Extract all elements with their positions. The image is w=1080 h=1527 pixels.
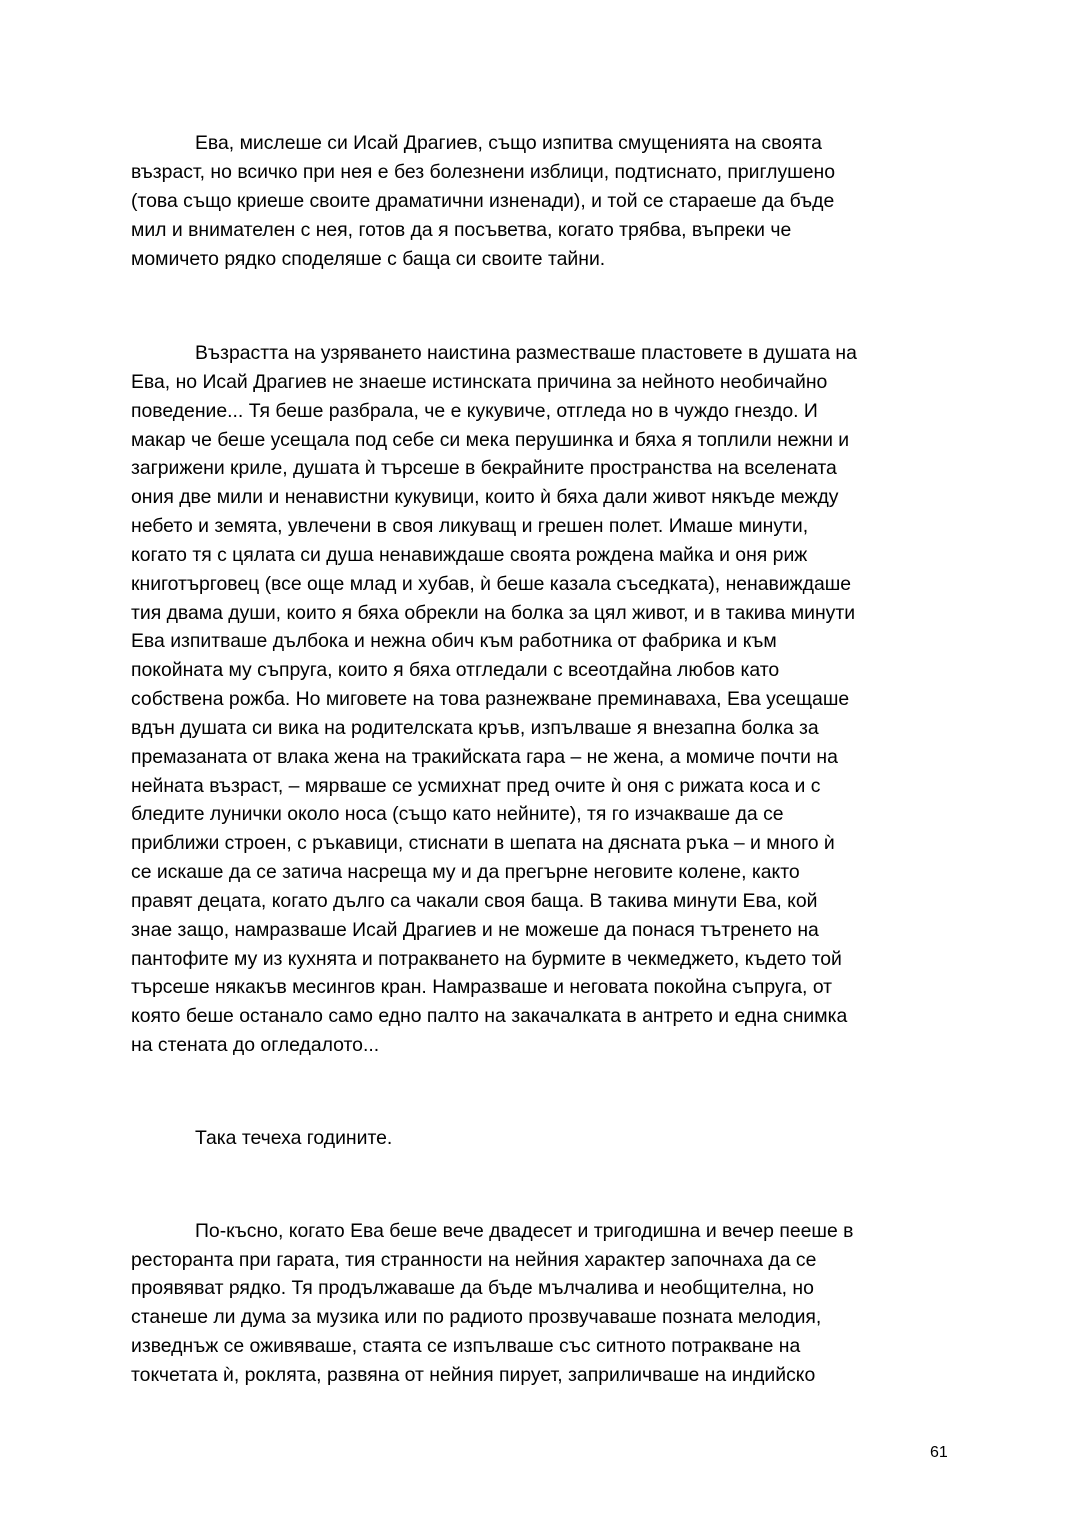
text-line: проявяват рядко. Тя продължаваше да бъде мълчалива и необщителна, но xyxy=(131,1277,814,1299)
text-line: знае защо, намразваше Исай Драгиев и не можеше да понася тътренето на xyxy=(131,919,819,941)
page-number: 61 xyxy=(930,1444,948,1461)
text-line: изведнъж се оживяваше, стаята се изпълваше със ситното потракване на xyxy=(131,1335,801,1357)
text-line: бледите лунички около носа (също като нейните), тя го изчакваше да се xyxy=(131,803,784,825)
text-line: правят децата, когато дълго са чакали своя баща. В такива минути Ева, кой xyxy=(131,890,818,912)
text-line: собствена рожба. Но миговете на това разнежване преминаваха, Ева усещаше xyxy=(131,688,850,710)
text-line: ония две мили и ненавистни кукувици, които ѝ бяха дали живот някъде между xyxy=(131,486,839,508)
text-line: вдън душата си вика на родителската кръв, изпълваше я внезапна болка за xyxy=(131,717,819,739)
text-line: се искаше да се затича насреща му и да прегърне неговите колене, както xyxy=(131,861,800,883)
text-line: токчетата ѝ, роклята, развяна от нейния пирует, заприличваше на индийско xyxy=(131,1364,816,1386)
text-line: търсеше някакъв месингов кран. Намразваше и неговата покойна съпруга, от xyxy=(131,976,833,998)
text-line: Ева, мислеше си Исай Драгиев, също изпитва смущенията на своята xyxy=(195,132,822,154)
text-line: небето и земята, увлечени в своя ликуващ и грешен полет. Имаше минути, xyxy=(131,515,809,537)
text-line: която беше останало само едно палто на закачалката в антрето и една снимка xyxy=(131,1005,848,1027)
text-line: покойната му съпруга, които я бяха отгледали с всеотдайна любов като xyxy=(131,659,780,681)
text-line: премазаната от влака жена на тракийската гара – не жена, а момиче почти на xyxy=(131,746,838,768)
text-line: Така течеха годините. xyxy=(195,1127,393,1149)
text-line: (това също криеше своите драматични изненади), и той се стараеше да бъде xyxy=(131,190,835,212)
text-line: приближи строен, с ръкавици, стиснати в шепата на дясната ръка – и много ѝ xyxy=(131,832,835,854)
text-line: тия двама души, които я бяха обрекли на болка за цял живот, и в такива минути xyxy=(131,602,856,624)
text-line: възраст, но всичко при нея е без болезнени изблици, подтиснато, приглушено xyxy=(131,161,835,183)
text-line: Възрастта на узряването наистина разместваше пластовете в душата на xyxy=(195,342,857,364)
text-line: загрижени криле, душата ѝ търсеше в бекрайните пространства на вселената xyxy=(131,457,837,479)
text-line: Ева, но Исай Драгиев не знаеше истинската причина за нейното необичайно xyxy=(131,371,828,393)
text-line: книготърговец (все още млад и хубав, ѝ беше казала съседката), ненавиждаше xyxy=(131,573,852,595)
text-line: мил и внимателен с нея, готов да я посъветва, когато трябва, въпреки че xyxy=(131,219,792,241)
text-line: По-късно, когато Ева беше вече двадесет и тригодишна и вечер пееше в xyxy=(195,1220,854,1242)
text-line: макар че беше усещала под себе си мека перушинка и бяха я топлили нежни и xyxy=(131,429,850,451)
text-line: пантофите му из кухнята и потракването на бурмите в чекмеджето, където той xyxy=(131,948,842,970)
text-line: когато тя с цялата си душа ненавиждаше своята рождена майка и оня риж xyxy=(131,544,808,566)
text-line: Ева изпитваше дълбока и нежна обич към работника от фабрика и към xyxy=(131,630,777,652)
text-line: станеше ли дума за музика или по радиото прозвучаваше позната мелодия, xyxy=(131,1306,822,1328)
text-line: на стената до огледалото... xyxy=(131,1034,380,1056)
text-line: поведение... Тя беше разбрала, че е кукувиче, отгледа но в чуждо гнездо. И xyxy=(131,400,818,422)
text-line: момичето рядко споделяше с баща си своите тайни. xyxy=(131,248,606,270)
text-line: ресторанта при гарата, тия странности на нейния характер започнаха да се xyxy=(131,1249,817,1271)
text-line: нейната възраст, – мярваше се усмихнат пред очите ѝ оня с рижата коса и с xyxy=(131,775,821,797)
